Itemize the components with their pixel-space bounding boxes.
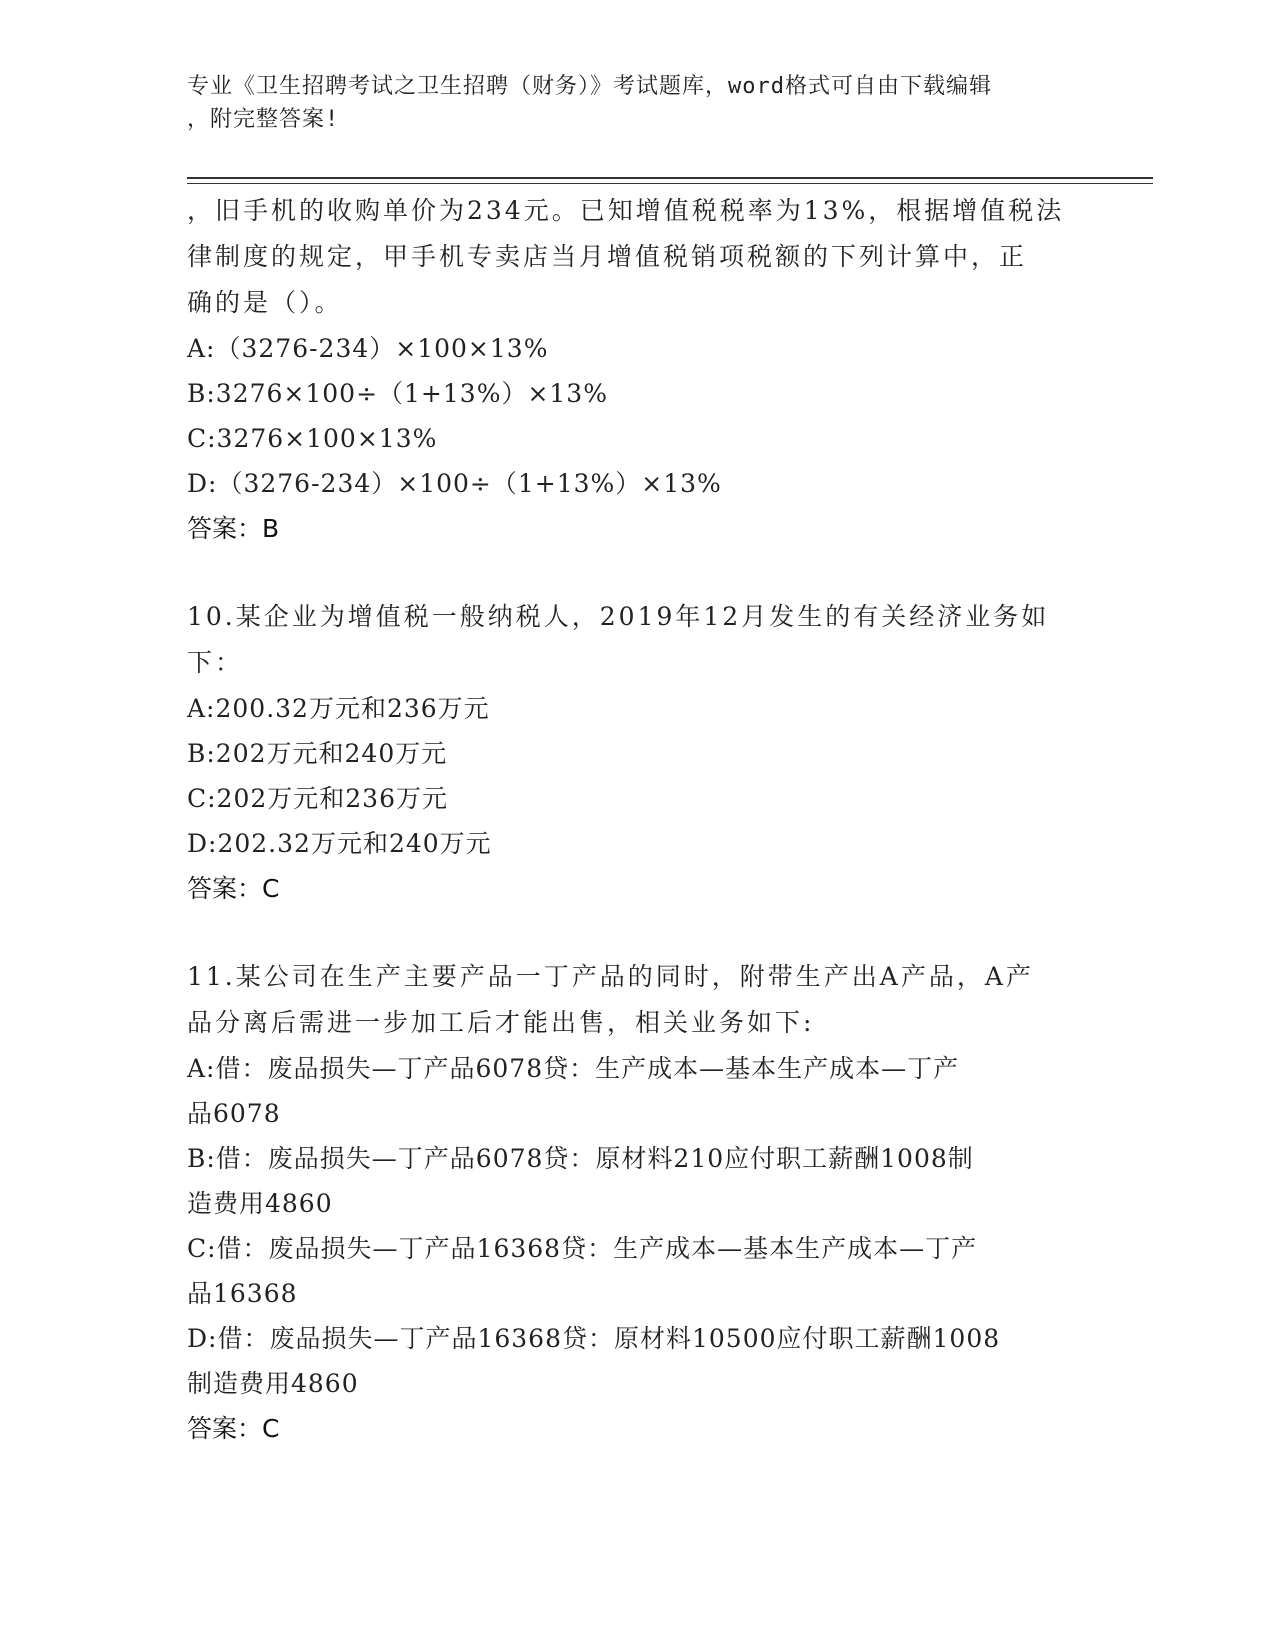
question-11	[187, 954, 1087, 1452]
question-stem-line: 确的是（）。	[187, 288, 343, 317]
option-b-continued: 造费用4860	[187, 1189, 333, 1218]
document-header	[187, 70, 1067, 136]
option-a: A:200.32万元和236万元	[187, 694, 490, 723]
answer-line: 答案：C	[187, 874, 280, 903]
question-stem-line: 律制度的规定，甲手机专卖店当月增值税销项税额的下列计算中，正	[187, 242, 1028, 271]
question-list	[187, 188, 1087, 1452]
option-d-continued: 制造费用4860	[187, 1369, 359, 1398]
spacer	[187, 912, 1087, 954]
option-c-continued: 品16368	[187, 1279, 298, 1308]
option-d: D:202.32万元和240万元	[187, 829, 492, 858]
option-a-continued: 品6078	[187, 1099, 281, 1128]
question-10	[187, 594, 1087, 912]
header-line-1: 专业《卫生招聘考试之卫生招聘（财务）》考试题库，word格式可自由下载编辑	[187, 74, 992, 99]
option-d: D:借：废品损失—丁产品16368贷：原材料10500应付职工薪酬1008	[187, 1324, 1001, 1353]
question-9	[187, 188, 1087, 552]
option-d: D:（3276-234）×100÷（1+13%）×13%	[187, 469, 722, 498]
option-c: C:3276×100×13%	[187, 424, 438, 453]
header-divider	[187, 177, 1153, 184]
option-c: C:202万元和236万元	[187, 784, 448, 813]
question-stem-line: 10.某企业为增值税一般纳税人，2019年12月发生的有关经济业务如	[187, 602, 1050, 631]
option-a: A:借：废品损失—丁产品6078贷：生产成本—基本生产成本—丁产	[187, 1054, 960, 1083]
option-b: B:借：废品损失—丁产品6078贷：原材料210应付职工薪酬1008制	[187, 1144, 974, 1173]
answer-line: 答案：C	[187, 1414, 280, 1443]
header-line-2: ，附完整答案!	[187, 107, 340, 132]
option-a: A:（3276-234）×100×13%	[187, 334, 549, 363]
question-stem-line: 品分离后需进一步加工后才能出售，相关业务如下:	[187, 1008, 815, 1037]
question-stem-line: 下：	[187, 648, 244, 677]
option-b: B:202万元和240万元	[187, 739, 448, 768]
spacer	[187, 552, 1087, 594]
option-c: C:借：废品损失—丁产品16368贷：生产成本—基本生产成本—丁产	[187, 1234, 978, 1263]
answer-line: 答案：B	[187, 514, 280, 543]
question-stem-line: 11.某公司在生产主要产品一丁产品的同时，附带生产出A产品，A产	[187, 962, 1034, 991]
question-stem-line: ，旧手机的收购单价为234元。已知增值税税率为13%，根据增值税法	[187, 196, 1065, 225]
option-b: B:3276×100÷（1+13%）×13%	[187, 379, 608, 408]
